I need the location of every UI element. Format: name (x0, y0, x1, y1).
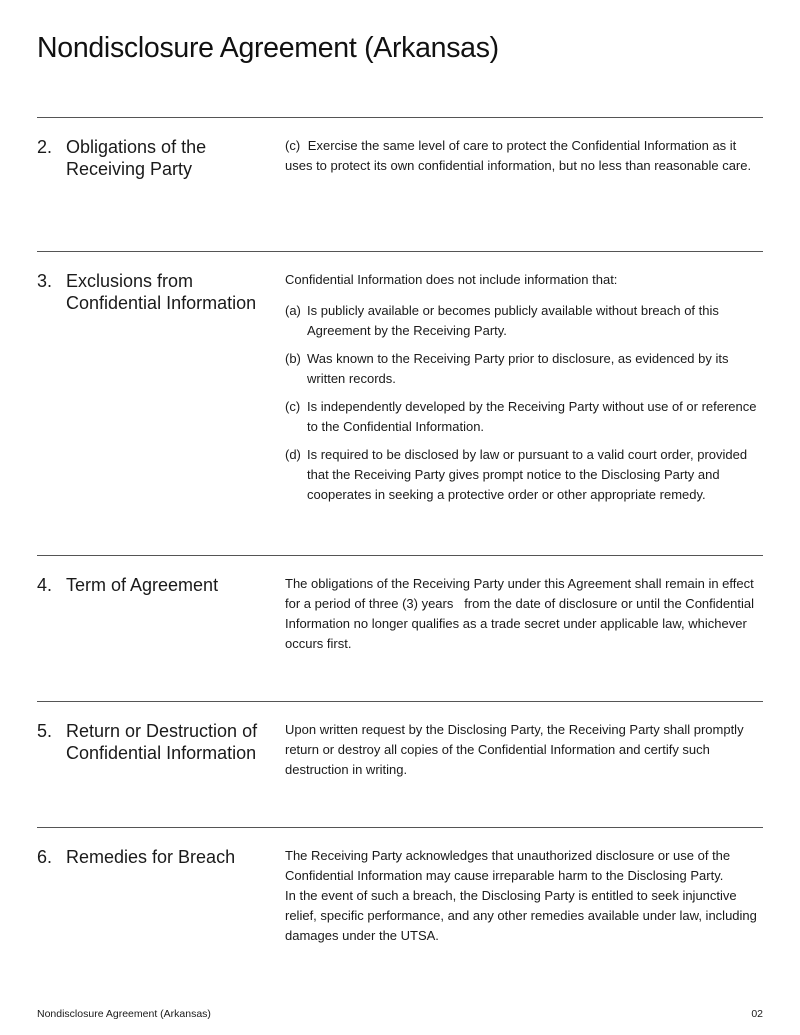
section-body (285, 574, 763, 654)
section-body (285, 846, 763, 946)
clause-label: (c) (285, 399, 301, 414)
clause-item (285, 445, 763, 505)
section-intro: Confidential Information does not include information that: (285, 272, 618, 287)
section-divider (37, 701, 763, 702)
section-number: 5. (37, 721, 53, 741)
section-text: The Receiving Party acknowledges that unauthorized disclosure or use of the Confidential Information may cause irreparable harm to the Disclosing Party. (285, 848, 731, 883)
footer-page-number: 02 (751, 1008, 763, 1020)
clause-text: Exercise the same level of care to protect the Confidential Information as it uses to protect its own confidential information, but no less than reasonable care. (285, 138, 752, 173)
section-body (285, 270, 763, 513)
section-title: Exclusions from Confidential Information (66, 271, 257, 313)
section-text: The obligations of the Receiving Party under this Agreement shall remain in effect for a period of three (3) years from the date of disclosure or until the Confidential Information no longer qualifies as a trade secret under applicable law, whichever occurs first. (285, 576, 758, 651)
section-number: 4. (37, 575, 53, 595)
section-title: Remedies for Breach (66, 847, 236, 867)
clause-text: Was known to the Receiving Party prior to disclosure, as evidenced by its written records. (307, 351, 729, 386)
section-title: Term of Agreement (66, 575, 219, 595)
clause-label: (a) (285, 303, 301, 318)
section-divider (37, 117, 763, 118)
section-title: Obligations of the Receiving Party (66, 137, 207, 179)
section-number: 2. (37, 137, 53, 157)
section-text: In the event of such a breach, the Disclosing Party is entitled to seek injunctive relief, specific performance, and any other remedies available under law, including damages under the UTSA. (285, 888, 757, 943)
clause-item (285, 349, 763, 389)
document-title: Nondisclosure Agreement (Arkansas) (37, 32, 499, 64)
clause-text: Is publicly available or becomes publicly available without breach of this Agreement by the Receiving Party. (307, 303, 719, 338)
clause-label: (c) (285, 138, 301, 153)
clause-text: Is required to be disclosed by law or pursuant to a valid court order, provided that the Receiving Party gives prompt notice to the Disclosing Party and cooperates in seeking a protective order or other appropriate remedy. (307, 447, 748, 502)
clause-label: (b) (285, 351, 301, 366)
section-number: 6. (37, 847, 53, 867)
clause-item (285, 397, 763, 437)
clause-label: (d) (285, 447, 301, 462)
clause-text: Is independently developed by the Receiving Party without use of or reference to the Confidential Information. (307, 399, 757, 434)
section-divider (37, 251, 763, 252)
section-body (285, 720, 763, 780)
footer-document-title: Nondisclosure Agreement (Arkansas) (37, 1008, 211, 1020)
section-body (285, 136, 763, 184)
section-divider (37, 555, 763, 556)
section-text: Upon written request by the Disclosing Party, the Receiving Party shall promptly return or destroy all copies of the Confidential Information and certify such destruction in writing. (285, 722, 744, 777)
section-divider (37, 827, 763, 828)
section-number: 3. (37, 271, 53, 291)
section-title: Return or Destruction of Confidential Information (66, 721, 258, 763)
clause-item (285, 136, 763, 176)
clause-item (285, 301, 763, 341)
